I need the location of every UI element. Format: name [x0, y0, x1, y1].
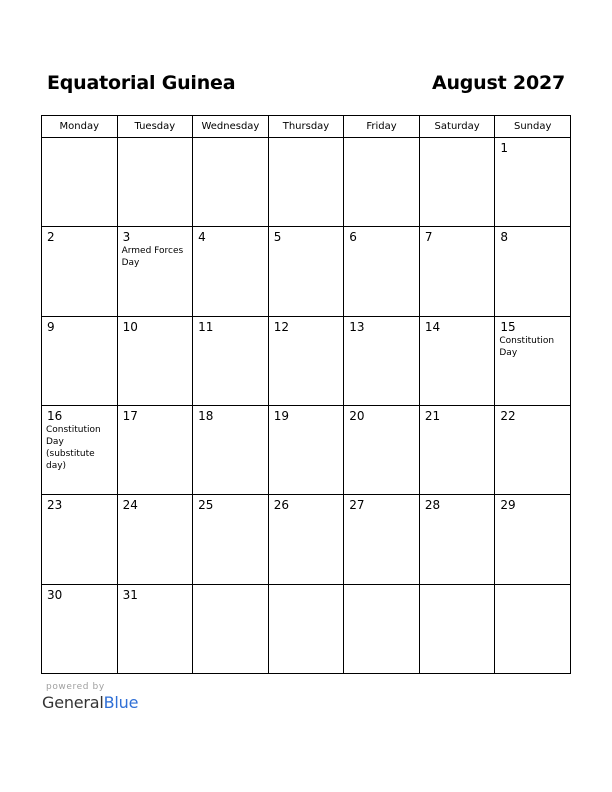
brand-part-general: General — [42, 693, 104, 712]
day-cell — [42, 495, 118, 584]
day-number: 18 — [198, 408, 214, 423]
day-number: 28 — [424, 498, 441, 513]
day-cell — [268, 584, 344, 673]
day-cell — [117, 138, 193, 227]
day-cell — [117, 495, 193, 584]
weekday-saturday: Saturday — [419, 116, 495, 138]
day-number: 24 — [122, 498, 138, 513]
day-cell — [495, 227, 571, 316]
week-row — [42, 316, 571, 405]
day-number: 10 — [122, 319, 138, 334]
day-cell — [193, 138, 269, 227]
day-cell — [117, 316, 193, 405]
day-number: 7 — [424, 230, 433, 245]
powered-by-text: powered by — [46, 682, 105, 692]
day-number: 15 — [500, 319, 516, 334]
day-cell — [42, 405, 118, 494]
day-number: 20 — [349, 408, 365, 423]
day-cell — [193, 316, 269, 405]
week-row — [42, 138, 571, 227]
holiday-label: Armed Forces Day — [121, 246, 184, 269]
weekday-sunday: Sunday — [495, 116, 571, 138]
day-cell — [419, 584, 495, 673]
day-number: 30 — [47, 587, 63, 602]
day-number: 6 — [349, 230, 357, 245]
day-cell — [344, 227, 420, 316]
day-number: 26 — [273, 498, 289, 513]
day-number: 5 — [273, 230, 282, 245]
day-number: 19 — [273, 408, 289, 423]
week-row — [42, 227, 571, 316]
day-cell — [419, 405, 495, 494]
day-cell — [268, 316, 344, 405]
day-number: 11 — [198, 319, 214, 334]
weekday-wednesday: Wednesday — [193, 116, 269, 138]
day-cell — [495, 138, 571, 227]
weekday-header-row — [42, 116, 571, 138]
day-cell — [268, 227, 344, 316]
day-cell — [193, 495, 269, 584]
day-cell — [344, 584, 420, 673]
day-cell — [193, 584, 269, 673]
day-cell — [42, 227, 118, 316]
day-number: 14 — [424, 319, 441, 334]
day-cell — [193, 227, 269, 316]
day-cell — [42, 138, 118, 227]
day-cell — [117, 405, 193, 494]
day-number: 16 — [47, 408, 63, 423]
day-cell — [344, 405, 420, 494]
day-cell — [268, 138, 344, 227]
week-row — [42, 405, 571, 494]
month-year-title: August 2027 — [431, 72, 565, 94]
day-number: 27 — [349, 498, 365, 513]
day-cell — [419, 495, 495, 584]
holiday-label: Constitution Day — [499, 335, 555, 358]
day-cell — [495, 495, 571, 584]
day-number: 1 — [500, 141, 509, 155]
week-row — [42, 495, 571, 584]
day-cell — [495, 584, 571, 673]
day-cell — [344, 495, 420, 584]
day-number: 17 — [122, 408, 138, 423]
weekday-friday: Friday — [344, 116, 420, 138]
day-number: 3 — [122, 230, 131, 245]
calendar-grid — [41, 115, 571, 674]
day-cell — [419, 316, 495, 405]
day-number: 2 — [47, 230, 55, 245]
day-cell — [495, 316, 571, 405]
day-number: 22 — [500, 408, 516, 423]
weekday-tuesday: Tuesday — [117, 116, 193, 138]
day-cell — [193, 405, 269, 494]
day-cell — [419, 138, 495, 227]
brand-part-blue: Blue — [103, 693, 139, 712]
country-title: Equatorial Guinea — [47, 72, 236, 94]
day-cell — [495, 405, 571, 494]
brand-logo[interactable] — [42, 693, 138, 712]
day-number: 21 — [424, 408, 441, 423]
day-cell — [42, 316, 118, 405]
day-cell — [42, 584, 118, 673]
weekday-monday: Monday — [42, 116, 118, 138]
day-number: 25 — [198, 498, 214, 513]
week-row — [42, 584, 571, 673]
day-cell — [117, 584, 193, 673]
day-cell — [344, 316, 420, 405]
day-number: 31 — [122, 587, 138, 602]
holiday-label: Constitution Day (substitute day) — [46, 424, 101, 471]
day-number: 9 — [47, 319, 55, 334]
day-number: 13 — [349, 319, 365, 334]
day-number: 23 — [47, 498, 63, 513]
day-cell — [268, 405, 344, 494]
day-cell — [419, 227, 495, 316]
day-number: 4 — [198, 230, 206, 245]
day-number: 29 — [500, 498, 516, 513]
day-cell — [344, 138, 420, 227]
day-cell — [268, 495, 344, 584]
weekday-thursday: Thursday — [268, 116, 344, 138]
day-number: 8 — [500, 230, 509, 245]
day-number: 12 — [273, 319, 289, 334]
day-cell — [117, 227, 193, 316]
